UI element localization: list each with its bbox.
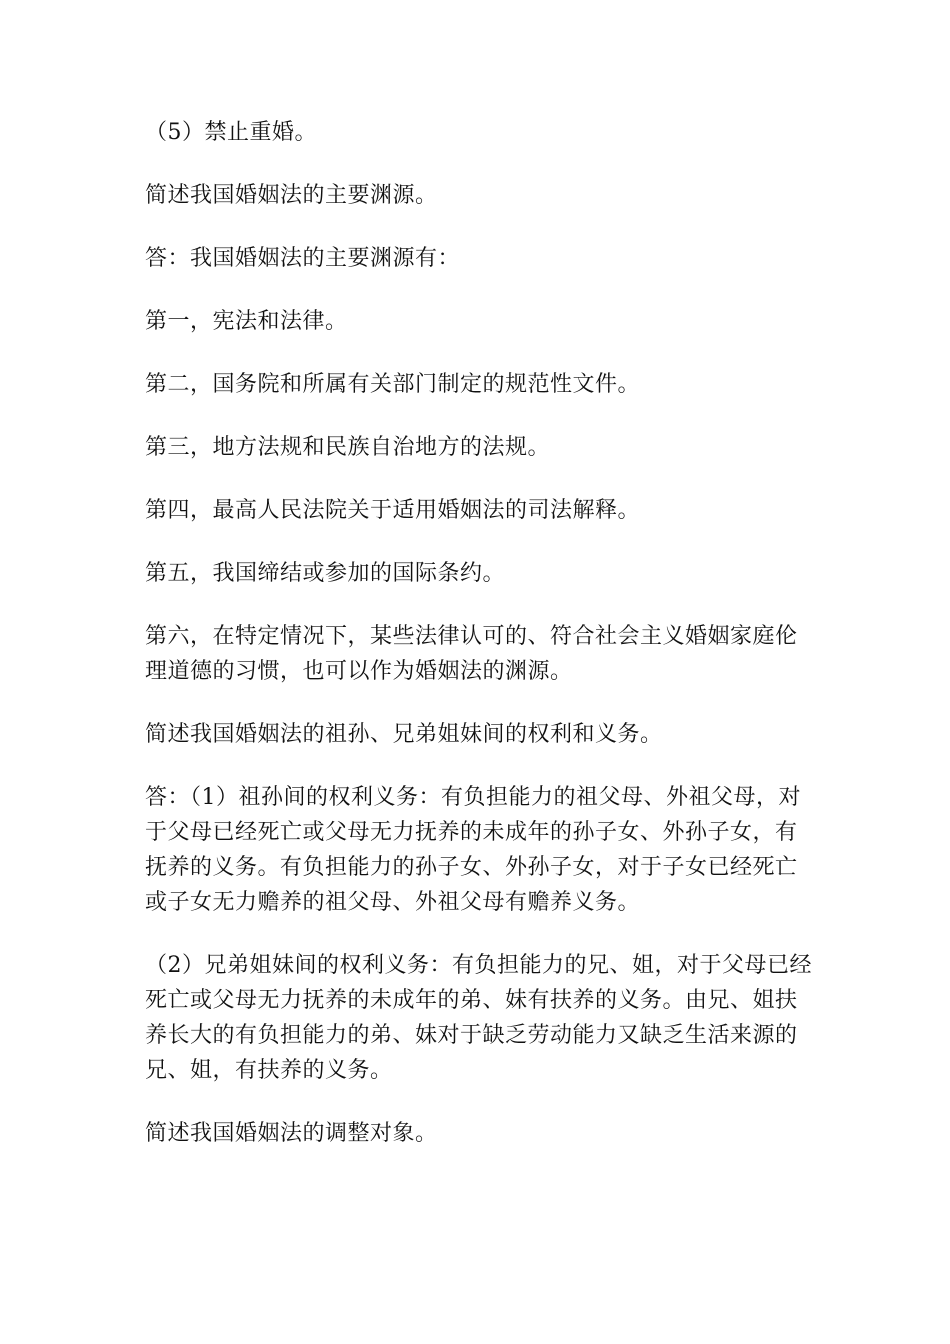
source-item-first: 第一，宪法和法律。 [145,309,348,334]
source-item-sixth: 第六，在特定情况下，某些法律认可的、符合社会主义婚姻家庭伦理道德的习惯，也可以作为婚姻法的渊源。 [145,624,798,684]
source-item-second: 第二，国务院和所属有关部门制定的规范性文件。 [145,372,641,397]
source-item-fifth: 第五，我国缔结或参加的国际条约。 [145,561,506,586]
answer-grandparents-rights: 答：（1）祖孙间的权利义务：有负担能力的祖父母、外祖父母，对于父母已经死亡或父母无力抚养的未成年的孙子女、外孙子女，有抚养的义务。有负担能力的孙子女、外孙子女，对于子女已经死亡或子女无力赡养的祖父母、外祖父母有赡养义务。 [145,785,801,915]
question-scope-of-regulation: 简述我国婚姻法的调整对象。 [145,1121,438,1146]
paragraph-item-5-ban-bigamy: （5）禁止重婚。 [145,120,317,145]
question-sources-of-marriage-law: 简述我国婚姻法的主要渊源。 [145,183,438,208]
source-item-third: 第三，地方法规和民族自治地方的法规。 [145,435,551,460]
document-body [145,115,815,1179]
answer-siblings-rights: （2）兄弟姐妹间的权利义务：有负担能力的兄、姐，对于父母已经死亡或父母无力抚养的未成年的弟、妹有扶养的义务。由兄、姐扶养长大的有负担能力的弟、妹对于缺乏劳动能力又缺乏生活来源的兄、姐，有扶养的义务。 [145,953,812,1083]
question-grandparents-siblings-rights: 简述我国婚姻法的祖孙、兄弟姐妹间的权利和义务。 [145,722,663,747]
source-item-fourth: 第四，最高人民法院关于适用婚姻法的司法解释。 [145,498,641,523]
answer-intro-sources: 答：我国婚姻法的主要渊源有： [145,246,461,271]
